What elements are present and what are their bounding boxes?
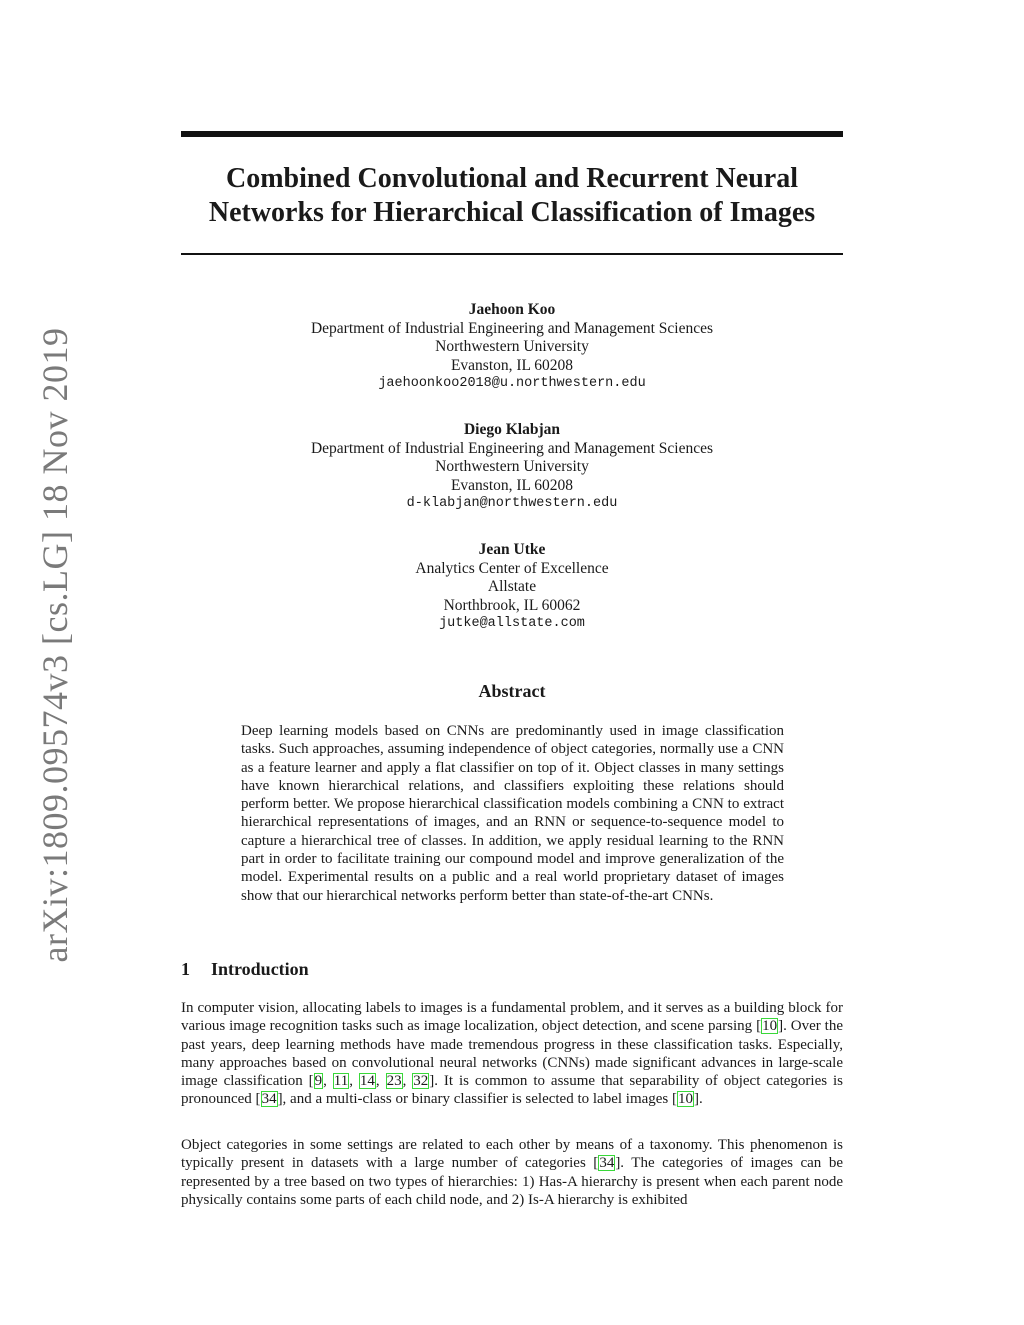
author-name: Jaehoon Koo (468, 301, 556, 318)
citation-link[interactable]: 14 (359, 1073, 375, 1090)
author-name: Diego Klabjan (463, 421, 561, 438)
author-block (181, 541, 843, 634)
introduction-paragraph-2 (181, 1136, 843, 1209)
section-title: Introduction (211, 959, 309, 979)
author-block (181, 421, 843, 514)
title-line-2: Networks for Hierarchical Classification of Images (208, 197, 816, 228)
paper-title (181, 162, 843, 230)
author-institution: Allstate (487, 578, 537, 595)
abstract-text: Deep learning models based on CNNs are predominantly used in image classification tasks. Such approaches, assuming independence of object categories, normally use a CNN as a feature learner and apply a flat classifier on top of it. Object classes in many settings have known hierarchical relations, and classifiers exploiting these relations should perform better. We propose hierarchical classification models combining a CNN to extract hierarchical representations of images, and an RNN or sequence-to-sequence model to capture a hierarchical tree of classes. In addition, we apply residual learning to the RNN part in order to facilitate training our compound model and improve generalization of the model. Experimental results on a public and a real world proprietary dataset of images show that our hierarchical networks perform better than state-of-the-art CNNs. (241, 723, 784, 904)
author-institution: Northwestern University (435, 338, 589, 355)
author-name: Jean Utke (478, 541, 546, 558)
section-number: 1 (181, 959, 190, 979)
paragraph-text: ]. (694, 1091, 703, 1108)
title-line-1: Combined Convolutional and Recurrent Neural (226, 163, 798, 194)
author-email[interactable]: jutke@allstate.com (439, 616, 585, 631)
citation-link[interactable]: 10 (678, 1091, 694, 1108)
author-department: Department of Industrial Engineering and Management Sciences (310, 319, 713, 337)
citation-link[interactable]: 34 (261, 1091, 277, 1108)
introduction-paragraph-1 (181, 999, 843, 1109)
abstract-heading: Abstract (478, 681, 546, 701)
author-location: Evanston, IL 60208 (450, 476, 574, 494)
paragraph-text: ]. The categories of images can be represented by a tree based on two types of hierarchies: 1) Has-A hierarchy is present when each parent node physically contains some parts of each child node, and 2) Is-A hierarchy is exhibited (181, 1155, 843, 1208)
author-location: Northbrook, IL 60062 (443, 596, 581, 614)
citation-link[interactable]: 23 (386, 1073, 402, 1090)
author-email[interactable]: jaehoonkoo2018@u.northwestern.edu (378, 376, 646, 391)
citation-link[interactable]: 34 (599, 1155, 615, 1172)
section-heading-introduction (181, 958, 843, 980)
citation-separator: , (349, 1073, 359, 1090)
paragraph-text: ], and a multi-class or binary classifier is selected to label images [ (277, 1091, 678, 1108)
title-bottom-rule (181, 253, 843, 255)
author-location: Evanston, IL 60208 (450, 356, 574, 374)
citation-link[interactable]: 9 (314, 1073, 323, 1090)
paragraph-text: In computer vision, allocating labels to images is a fundamental problem, and it serves as a building block for various image recognition tasks such as image localization, object detection, and scene parsing [ (181, 1000, 843, 1035)
author-block (181, 301, 843, 394)
author-institution: Northwestern University (435, 458, 589, 475)
paragraph-text: ]. Over the past years, deep learning methods have made tremendous progress in these classification tasks. Especially, many approaches based on convolutional neural networks (CNNs) made significant advances in large-scale image classification [ (181, 1018, 843, 1090)
author-department: Department of Industrial Engineering and Management Sciences (310, 439, 713, 457)
author-department: Analytics Center of Excellence (415, 559, 609, 577)
paragraph-text: ]. It is common to assume that separability of object categories is pronounced [ (181, 1073, 844, 1108)
citation-separator: , (323, 1073, 333, 1090)
citation-separator: , (375, 1073, 386, 1090)
arxiv-identifier-stamp: arXiv:1809.09574v3 [cs.LG] 18 Nov 2019 (35, 327, 75, 963)
title-top-rule (181, 131, 843, 137)
paragraph-text: Object categories in some settings are related to each other by means of a taxonomy. This phenomenon is typically present in datasets with a large number of categories [ (181, 1137, 843, 1172)
author-email[interactable]: d-klabjan@northwestern.edu (406, 496, 618, 511)
citation-link[interactable]: 32 (413, 1073, 429, 1090)
citation-link[interactable]: 10 (762, 1018, 778, 1035)
citation-separator: , (402, 1073, 413, 1090)
citation-link[interactable]: 11 (333, 1073, 349, 1090)
